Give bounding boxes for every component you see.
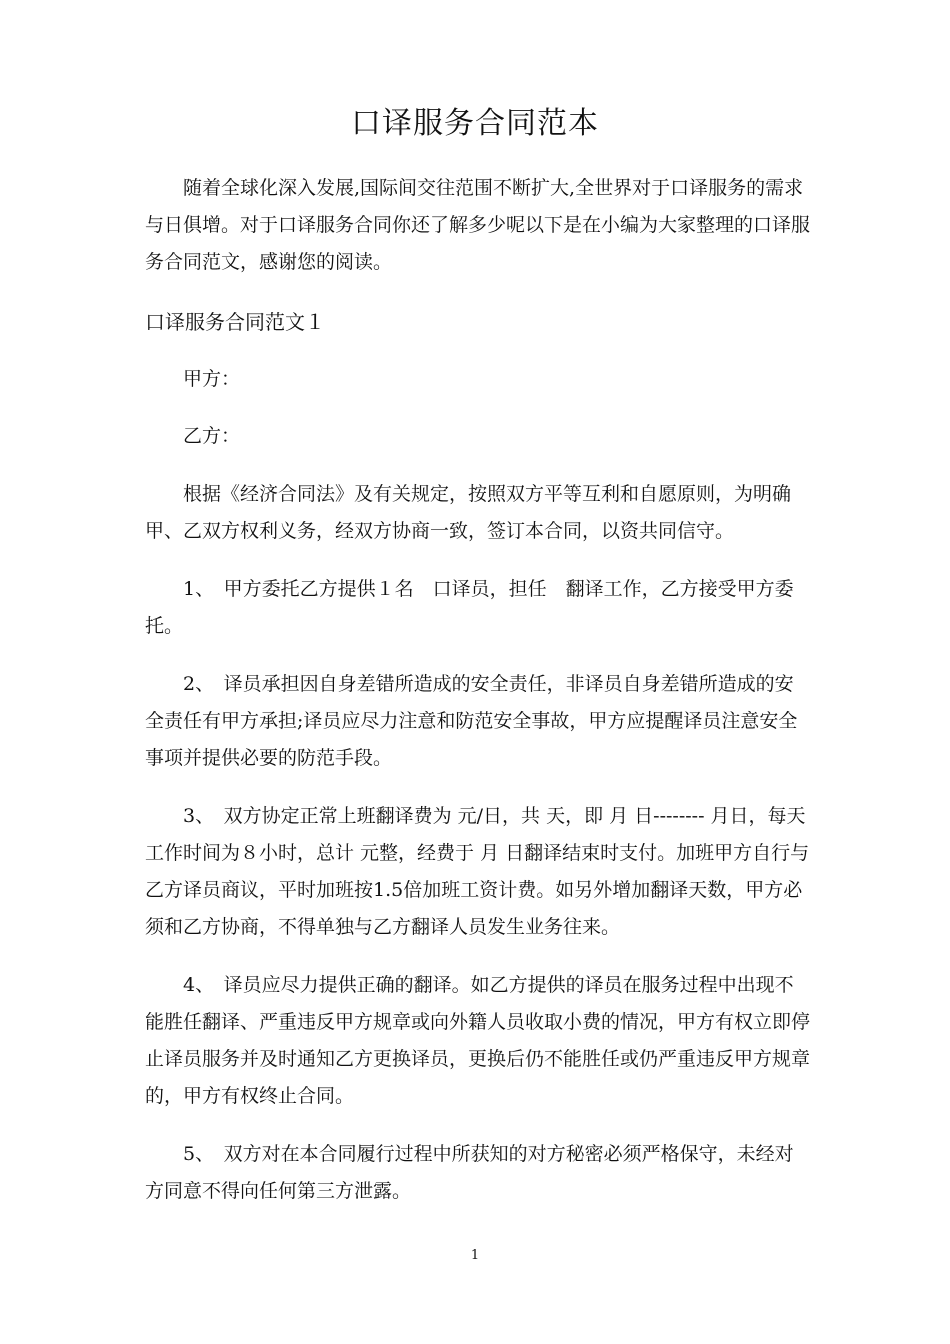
clause-3: 3、 双方协定正常上班翻译费为 元/日，共 天，即 月 日-------- 月日，每天工作时间为８小时，总计 元整，经费于 月 日翻译结束时支付。加班甲方自行与乙方译员商议，平时加班按1.5倍加班工资计费。如另外增加翻译天数，甲方必须和乙方协商，不得单独与乙方翻译人员发生业务往来。 [145, 805, 810, 938]
party-a-line: 甲方： [183, 368, 241, 390]
document-title: 口译服务合同范本 [351, 106, 599, 141]
section-heading: 口译服务合同范文１ [145, 310, 325, 334]
document-body [145, 170, 810, 1210]
party-b-line: 乙方： [183, 425, 241, 447]
intro-paragraph: 随着全球化深入发展,国际间交往范围不断扩大,全世界对于口译服务的需求与日俱增。对于口译服务合同你还了解多少呢以下是在小编为大家整理的口译服务合同范文，感谢您的阅读。 [145, 177, 811, 273]
clause-1: 1、 甲方委托乙方提供１名 口译员，担任 翻译工作，乙方接受甲方委托。 [145, 578, 794, 637]
clause-4: 4、 译员应尽力提供正确的翻译。如乙方提供的译员在服务过程中出现不能胜任翻译、严重违反甲方规章或向外籍人员收取小费的情况，甲方有权立即停止译员服务并及时通知乙方更换译员，更换后仍不能胜任或仍严重违反甲方规章的，甲方有权终止合同。 [145, 974, 811, 1107]
page-number: 1 [470, 1248, 480, 1263]
preamble-paragraph: 根据《经济合同法》及有关规定，按照双方平等互利和自愿原则，为明确甲、乙双方权利义务，经双方协商一致，签订本合同，以资共同信守。 [145, 483, 792, 542]
clause-5: 5、 双方对在本合同履行过程中所获知的对方秘密必须严格保守，未经对方同意不得向任何第三方泄露。 [145, 1143, 794, 1202]
clause-2: 2、 译员承担因自身差错所造成的安全责任，非译员自身差错所造成的安全责任有甲方承担;译员应尽力注意和防范安全事故，甲方应提醒译员注意安全事项并提供必要的防范手段。 [145, 673, 798, 769]
